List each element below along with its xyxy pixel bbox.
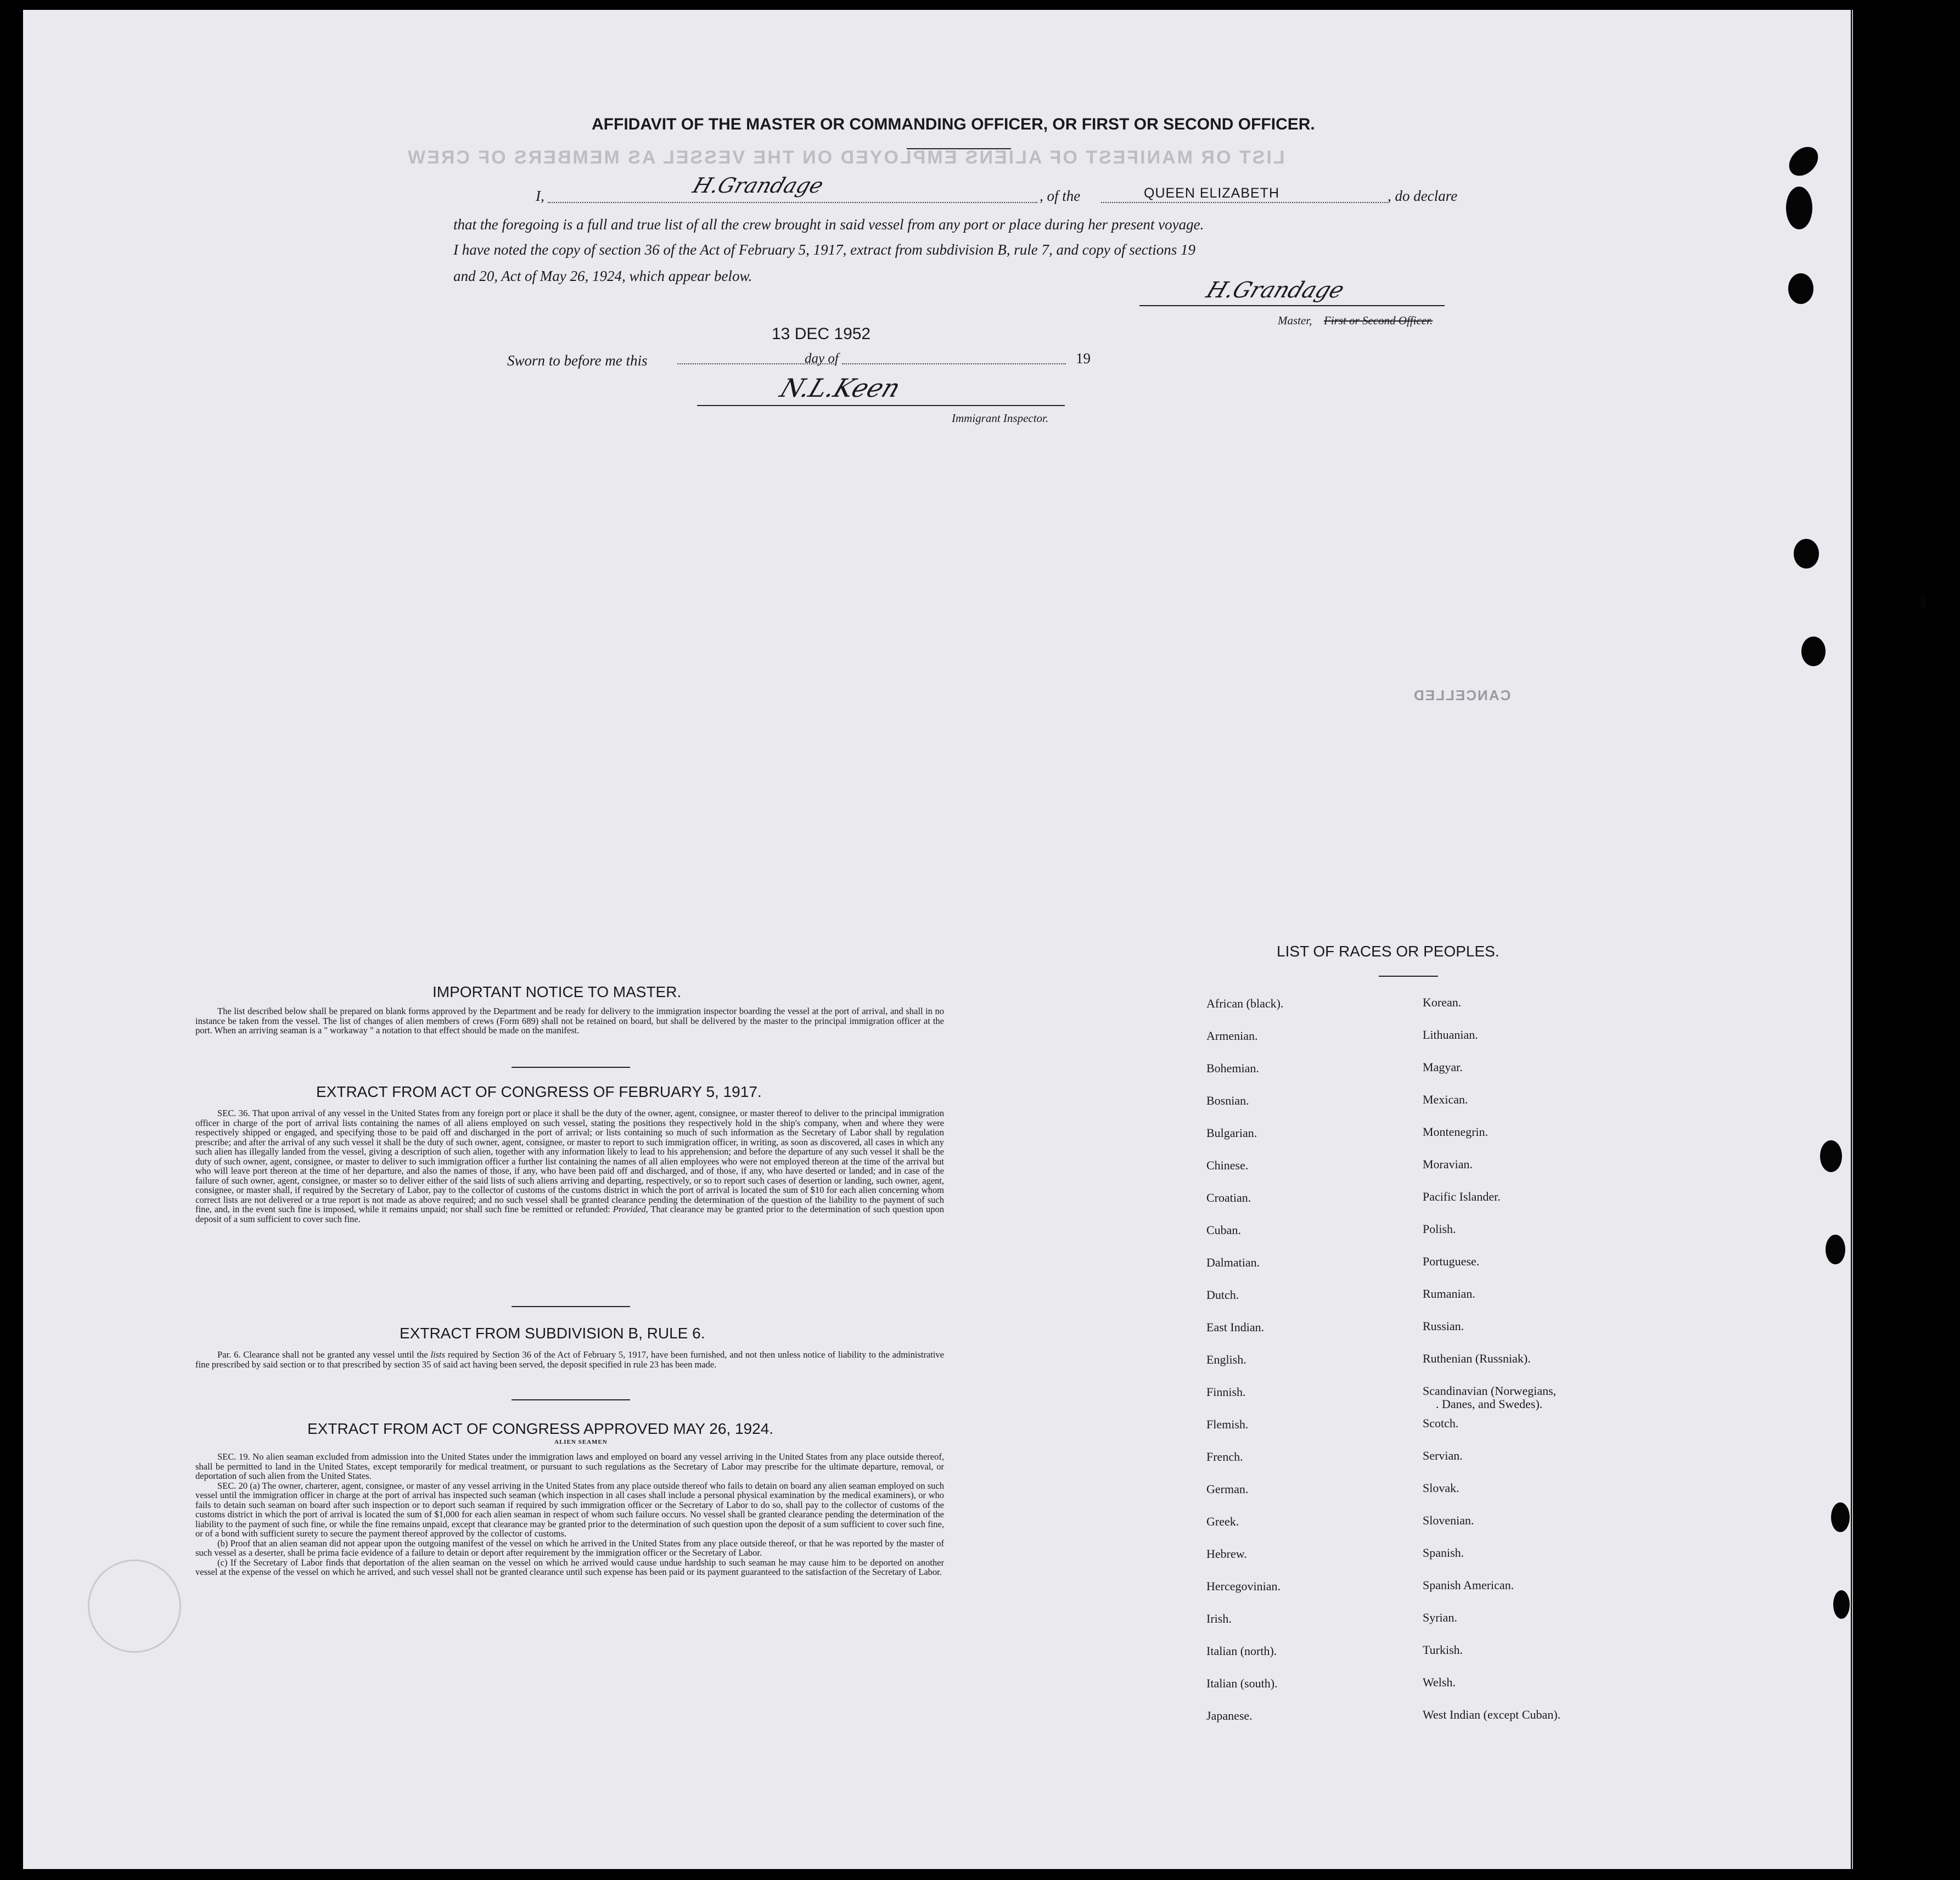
race-item: Lithuanian. [1423,1028,1478,1042]
date-stamp: 13 DEC 1952 [772,325,871,343]
race-item: Korean. [1423,995,1462,1009]
race-item: Italian (north). [1206,1644,1277,1658]
race-item: African (black). [1206,997,1284,1010]
race-item: Spanish American. [1423,1578,1514,1592]
race-item: Cuban. [1206,1223,1241,1237]
race-item: Dutch. [1206,1288,1239,1302]
race-item: Mexican. [1423,1093,1468,1106]
show-through-stamp: CANCELLED [1413,687,1511,703]
race-item: Bohemian. [1206,1061,1259,1075]
master-signature-line [1139,305,1445,306]
master-name-signature: H.Grandage [689,173,827,198]
race-item: Armenian. [1206,1029,1258,1043]
embossed-seal [88,1560,181,1653]
sec-36-paragraph [195,1108,944,1224]
race-item: Italian (south). [1206,1676,1278,1690]
race-item: Polish. [1423,1222,1456,1236]
race-item: West Indian (except Cuban). [1423,1708,1561,1721]
master-signature: H.Grandage [1203,278,1348,303]
races-title-rule [1379,976,1438,977]
affidavit-title: AFFIDAVIT OF THE MASTER OR COMMANDING OFFICER, OR FIRST OR SECOND OFFICER. [592,115,1315,133]
race-item: Servian. [1423,1449,1463,1462]
par-6-lists: lists [430,1349,446,1360]
race-item: Flemish. [1206,1417,1249,1431]
sworn-label: Sworn to before me this [507,352,648,369]
par-6-paragraph [195,1350,944,1369]
race-item-continuation: . Danes, and Swedes). [1436,1397,1543,1411]
punch-hole [1801,637,1826,666]
divider [512,1306,630,1307]
notice-paragraph: The list described below shall be prepared on blank forms approved by the Department and be ready for delivery to the immigration inspector boarding the vessel at the port of arrival, and shall in no instance be taken from the vessel. The list of changes of alien members of crews (Form 689) shall not be retained on board, but shall be delivered by the master to the principal immigration officer at the port. When an arriving seaman is a " workaway " a notation to that effect should be made on the manifest. [195,1006,944,1035]
par-6-text-b: required by Section 36 of the Act of February 5, 1917, have been furnished, and not then unless notice of liability to the administrative fine prescribed by said section or to that prescribed by section 35 of said act having been served, the deposit specified in rule 23 has been made. [195,1349,945,1370]
affidavit-line-3: I have noted the copy of section 36 of the Act of February 5, 1917, extract from subdivision B, rule 7, and copy of sections 19 [453,241,1195,258]
race-item: Welsh. [1423,1675,1456,1689]
race-item: Japanese. [1206,1709,1253,1723]
race-item: Russian. [1423,1319,1464,1333]
race-item: Slovenian. [1423,1513,1474,1527]
punch-hole [1833,1590,1850,1619]
race-item: Chinese. [1206,1158,1249,1172]
race-item: French. [1206,1450,1243,1464]
race-item: Croatian. [1206,1191,1251,1204]
proviso-text: That clearance may be granted prior to the determination of such question upon deposit of a sum sufficient to cover such fine. [195,1204,945,1224]
race-item: Ruthenian (Russniak). [1423,1352,1531,1365]
extract-1917-body [195,1108,944,1224]
race-item: Greek. [1206,1515,1239,1528]
race-item: German. [1206,1482,1249,1496]
punch-hole [1820,1140,1842,1172]
affidavit-line-4: and 20, Act of May 26, 1924, which appear below. [453,268,752,284]
affidavit-line-2: that the foregoing is a full and true list of all the crew brought in said vessel from any port or place during her present voyage. [453,216,1204,233]
sec-19-paragraph: SEC. 19. No alien seaman excluded from admission into the United States under the immigration laws and employed on board any vessel arriving in the United States from any place outside thereof, shall be permitted to land in the United States, except temporarily for medical treatment, or pursuant to such regulations as the Secretary of Labor may prescribe for the ultimate departure, removal, or deportation of such alien from the United States. [195,1451,944,1481]
punch-hole [1831,1502,1850,1532]
race-item: Syrian. [1423,1611,1457,1624]
races-title: LIST OF RACES OR PEOPLES. [1277,943,1500,960]
vessel-line [1101,202,1388,203]
sworn-month-line [842,363,1066,364]
inspector-signature: N.L.Keen [776,373,905,403]
race-item: Irish. [1206,1612,1232,1625]
extract-1924-title: EXTRACT FROM ACT OF CONGRESS APPROVED MAY 26, 1924. [307,1420,774,1437]
inspector-signature-line [697,405,1065,406]
punch-hole [1826,1235,1845,1264]
divider [512,1067,630,1068]
race-item: Scotch. [1423,1416,1459,1430]
race-item: Hebrew. [1206,1547,1247,1561]
race-item: Spanish. [1423,1546,1464,1560]
master-name-line [548,202,1037,203]
race-item: Magyar. [1423,1060,1463,1074]
proviso-word: Provided, [613,1204,648,1214]
race-item: East Indian. [1206,1320,1265,1334]
punch-hole [1786,187,1812,229]
inspector-caption: Immigrant Inspector. [952,412,1049,425]
vessel-name: QUEEN ELIZABETH [1144,185,1279,201]
page-edge [1852,10,1853,1869]
notice-body [195,1006,944,1035]
punch-hole [1788,273,1813,304]
alien-seamen-subtitle: ALIEN SEAMEN [554,1439,608,1445]
document-page [23,10,1851,1869]
race-item: Hercegovinian. [1206,1579,1281,1593]
extract-1924-body [195,1452,944,1577]
race-item: Rumanian. [1423,1287,1475,1301]
sec-36-text: SEC. 36. That upon arrival of any vessel in the United States from any foreign port or place it shall be the duty of the owner, agent, consignee, or master thereof to deliver to the principal immigration officer in charge of the port of arrival lists containing the names of all aliens employed on such vessel, stating the positions they respectively hold in the ship's company, when and where they were respectively shipped or engaged, and specifying those to be paid off and discharged in the port of arrival; or lists containing so much of such information as the Secretary of Labor shall by regulation prescribe; and after the arrival of any such vessel it shall be the duty of such owner, agent, consignee, or master to report to such immigration officer, in writing, as soon as discovered, all cases in which any such alien has illegally landed from the vessel, giving a description of such alien, together with any information likely to lead to his apprehension; and before the departure of any such vessel it shall be the duty of such owner, agent, consignee, or master to deliver to such immigration officer a further list containing the names of all alien employees who were not employed thereon at the time of the arrival but who will leave port thereon at the time of her departure, and also the names of those, if any, who have been paid off and discharged, and of those, if any, who have deserted or landed; and in case of the failure of such owner, agent, consignee, or master so to deliver either of the said lists of such aliens arriving and departing, respectively, or so to report such cases of desertion or landing, such owner, agent, consignee, or master shall, if required by the Secretary of Labor, pay to the collector of customs of the customs district in which the port of arrival is located the sum of $10 for each alien concerning whom correct lists are not delivered or a true report is not made as above required; and no such vessel shall be granted clearance pending the determination of the question of the liability to the payment of such fine, and, in the event such fine is imposed, while it remains unpaid; nor shall such fine be remitted or refunded: [195,1108,944,1214]
race-item: Pacific Islander. [1423,1190,1501,1203]
race-item: English. [1206,1353,1246,1366]
race-item: Bulgarian. [1206,1126,1257,1140]
race-item: Scandinavian (Norwegians, [1423,1384,1557,1398]
do-declare-label: , do declare [1388,188,1458,204]
race-item: Moravian. [1423,1157,1473,1171]
race-item: Dalmatian. [1206,1256,1260,1269]
day-of-label: day of [805,351,839,366]
extract-rule6-body [195,1350,944,1369]
affidavit-i-label: I, [536,188,544,204]
race-item: Turkish. [1423,1643,1463,1657]
extract-1917-title: EXTRACT FROM ACT OF CONGRESS OF FEBRUARY 5, 1917. [316,1083,762,1100]
struck-officer-caption: First or Second Officer. [1324,314,1433,327]
race-item: Slovak. [1423,1481,1459,1495]
punch-hole [1920,595,1927,609]
race-item: Portuguese. [1423,1254,1480,1268]
year-prefix: 19 [1076,350,1091,367]
race-item: Finnish. [1206,1385,1246,1399]
master-caption: Master, [1278,314,1312,327]
sec-20a-paragraph: SEC. 20 (a) The owner, charterer, agent, consignee, or master of any vessel arriving in the United States from any place outside thereof who fails to detain on board any alien seaman employed on such vessel until the immigration officer in charge at the port of arrival has inspected such seaman (which inspection in all cases shall include a personal physical examination by the medical examiners), or who fails to detain such seaman on board after such inspection or to deport such seaman if required by such immigration officer or the Secretary of Labor to do so, shall pay to the collector of customs of the customs district in which the port of arrival is located the sum of $1,000 for each alien seaman in respect of whom such failure occurs. No vessel shall be granted clearance pending the determination of the liability to the payment of such fine, or while the fine remains unpaid, except that clearance may be granted prior to the determination of such question upon the deposit of a sum sufficient to cover such fine, or of a bond with sufficient surety to secure the payment thereof approved by the collector of customs. [195,1480,944,1539]
race-item: Bosnian. [1206,1094,1249,1107]
of-the-label: , of the [1040,188,1081,204]
show-through-header: LIST OR MANIFEST OF ALIENS EMPLOYED ON THE VESSEL AS MEMBERS OF CREW [406,147,1285,168]
par-6-text-a: Par. 6. Clearance shall not be granted any vessel until the [217,1349,428,1360]
notice-title: IMPORTANT NOTICE TO MASTER. [433,983,682,1000]
divider [512,1399,630,1400]
race-item: Montenegrin. [1423,1125,1489,1139]
title-rule [907,148,1011,149]
sec-20c-paragraph: (c) If the Secretary of Labor finds that deportation of the alien seaman on the vessel on which he arrived would cause undue hardship to such seaman he may cause him to be deported on another vessel at the expense of the vessel on which he arrived, and such vessel shall not be granted clearance until such expense has been paid or its payment guaranteed to the satisfaction of the Secretary of Labor. [195,1557,944,1577]
punch-hole [1794,539,1819,568]
sec-20b-paragraph: (b) Proof that an alien seaman did not appear upon the outgoing manifest of the vessel on which he arrived in the United States from any place outside thereof, or that he was reported by the master of such vessel as a deserter, shall be prima facie evidence of a failure to detain or deport after requirement by the immigration officer or the Secretary of Labor. [195,1538,944,1558]
extract-rule6-title: EXTRACT FROM SUBDIVISION B, RULE 6. [400,1325,705,1342]
